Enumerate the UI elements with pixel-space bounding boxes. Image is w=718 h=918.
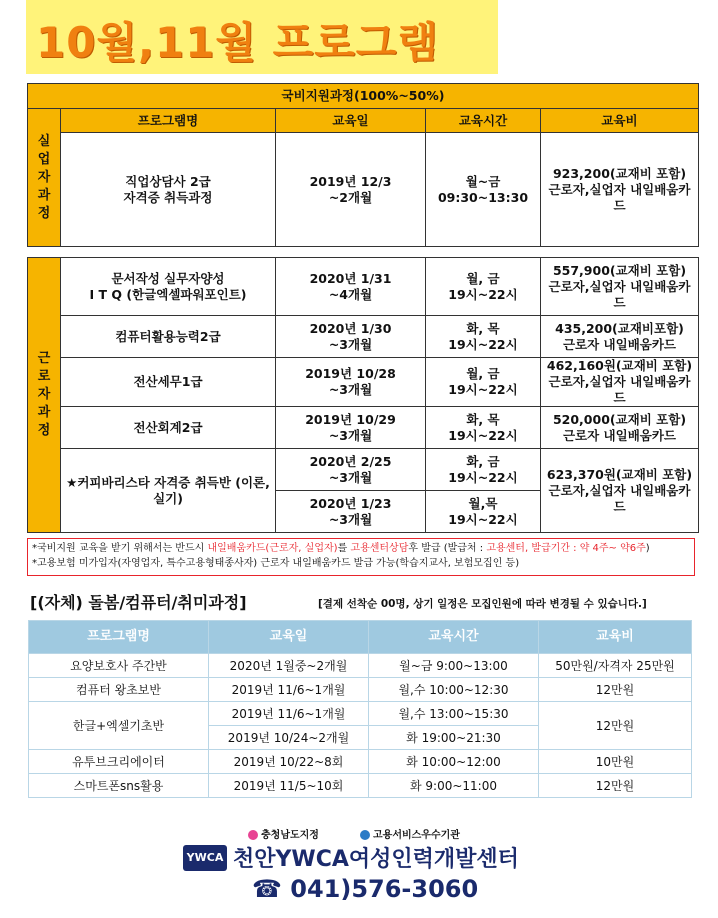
note-highlight: 내일배움카드(근로자, 실업자): [207, 543, 338, 554]
program-date: 2019년 10/28 ~3개월: [276, 358, 426, 407]
program-fee: 12만원: [539, 702, 692, 750]
program-fee: 557,900(교재비 포함) 근로자,실업자 내일배움카드: [541, 258, 699, 316]
program-date: 2019년 11/6~1개월: [209, 678, 369, 702]
side-label-worker: 근 로 자 과 정: [28, 258, 61, 533]
header-fee: 교육비: [539, 621, 692, 654]
logo-text: 고용서비스우수기관: [373, 830, 460, 841]
program-name: 전산회계2급: [61, 407, 276, 449]
header-time: 교육시간: [369, 621, 539, 654]
program-name: ★커피바리스타 자격증 취득반 (이론, 실기): [61, 449, 276, 533]
program-fee: 12만원: [539, 774, 692, 798]
header-date: 교육일: [276, 109, 426, 133]
header-date: 교육일: [209, 621, 369, 654]
page-title: 10월,11월 프로그램: [36, 18, 439, 67]
notes-box: [27, 538, 695, 576]
program-date: 2020년 2/25 ~3개월: [276, 449, 426, 491]
program-fee: 10만원: [539, 750, 692, 774]
phone-number: ☎ 041)576-3060: [252, 875, 479, 903]
program-date: 2020년 1/23 ~3개월: [276, 491, 426, 533]
ywca-logo: YWCA: [183, 845, 227, 871]
program-date: 2019년 10/22~8회: [209, 750, 369, 774]
program-fee: 923,200(교재비 포함) 근로자,실업자 내일배움카드: [541, 133, 699, 247]
national-table-worker: [27, 257, 699, 533]
program-name: 컴퓨터활용능력2급: [61, 316, 276, 358]
side-label-unemployed: 실 업 자 과 정: [28, 109, 61, 247]
program-date: 2019년 12/3 ~2개월: [276, 133, 426, 247]
program-time: 월, 금 19시~22시: [426, 258, 541, 316]
program-fee: 435,200(교재비포함) 근로자 내일배움카드: [541, 316, 699, 358]
program-time: 화 10:00~12:00: [369, 750, 539, 774]
program-date: 2020년 1/31 ~4개월: [276, 258, 426, 316]
table-row: [29, 678, 692, 702]
note-line-1: [32, 541, 690, 556]
program-name: 직업상담사 2급 자격증 취득과정: [61, 133, 276, 247]
header-name: 프로그램명: [29, 621, 209, 654]
logo-text: 충청남도지정: [261, 830, 319, 841]
program-fee: 462,160원(교재비 포함) 근로자,실업자 내일배움카드: [541, 358, 699, 407]
program-time: 월~금 09:30~13:30: [426, 133, 541, 247]
program-date: 2020년 1/30 ~3개월: [276, 316, 426, 358]
program-time: 화, 목 19시~22시: [426, 407, 541, 449]
program-name: 컴퓨터 왕초보반: [29, 678, 209, 702]
self-section-note: [결제 선착순 00명, 상기 일정은 모집인원에 따라 변경될 수 있습니다.]: [318, 598, 647, 610]
program-fee: 623,370원(교재비 포함) 근로자,실업자 내일배움카드: [541, 449, 699, 533]
note-highlight: 고용센터상담: [350, 543, 409, 554]
program-name: 문서작성 실무자양성 I T Q (한글엑셀파워포인트): [61, 258, 276, 316]
table-row: [29, 654, 692, 678]
program-time: 화 19:00~21:30: [369, 726, 539, 750]
program-time: 월,수 10:00~12:30: [369, 678, 539, 702]
center-name: 천안YWCA여성인력개발센터: [233, 847, 519, 872]
emblem-icon: [360, 830, 370, 840]
program-name: 요양보호사 주간반: [29, 654, 209, 678]
program-fee: 50만원/자격자 25만원: [539, 654, 692, 678]
national-table-unemployed: [27, 83, 699, 247]
program-name: 스마트폰sns활용: [29, 774, 209, 798]
table-row: [29, 702, 692, 726]
note-text: ): [645, 543, 650, 554]
program-time: 화 9:00~11:00: [369, 774, 539, 798]
note-text: 를: [337, 543, 351, 554]
program-date: 2019년 10/29 ~3개월: [276, 407, 426, 449]
note-line-2: *고용보험 미가입자(자영업자, 특수고용형태종사자) 근로자 내일배움카드 발급 가능(학습지교사, 보험모집인 등): [32, 558, 520, 569]
program-name: 유투브크리에이터: [29, 750, 209, 774]
program-fee: 520,000(교재비 포함) 근로자 내일배움카드: [541, 407, 699, 449]
self-section-title: [(자체) 돌봄/컴퓨터/취미과정]: [30, 593, 247, 612]
program-date: 2019년 11/5~10회: [209, 774, 369, 798]
program-time: 월~금 9:00~13:00: [369, 654, 539, 678]
program-time: 화, 목 19시~22시: [426, 316, 541, 358]
header-name: 프로그램명: [61, 109, 276, 133]
employment-logo: [360, 826, 460, 841]
table-row: [29, 774, 692, 798]
program-fee: 12만원: [539, 678, 692, 702]
program-date: 2019년 11/6~1개월: [209, 702, 369, 726]
note-text: *국비지원 교육을 받기 위해서는 반드시: [32, 543, 208, 554]
program-time: 월, 금 19시~22시: [426, 358, 541, 407]
program-date: 2019년 10/24~2개월: [209, 726, 369, 750]
header-fee: 교육비: [541, 109, 699, 133]
chungnam-logo: [248, 826, 319, 841]
program-time: 화, 금 19시~22시: [426, 449, 541, 491]
flower-icon: [248, 830, 258, 840]
note-highlight: 고용센터, 발급기간 : 약 4주~ 약6주: [486, 543, 646, 554]
program-name: 한글+엑셀기초반: [29, 702, 209, 750]
program-time: 월,수 13:00~15:30: [369, 702, 539, 726]
header-time: 교육시간: [426, 109, 541, 133]
national-band: 국비지원과정(100%~50%): [28, 84, 699, 109]
table-row: [29, 750, 692, 774]
note-text: 후 발급 (발급처 :: [408, 543, 487, 554]
program-time: 월,목 19시~22시: [426, 491, 541, 533]
self-table: [28, 620, 692, 798]
program-date: 2020년 1월중~2개월: [209, 654, 369, 678]
program-name: 전산세무1급: [61, 358, 276, 407]
